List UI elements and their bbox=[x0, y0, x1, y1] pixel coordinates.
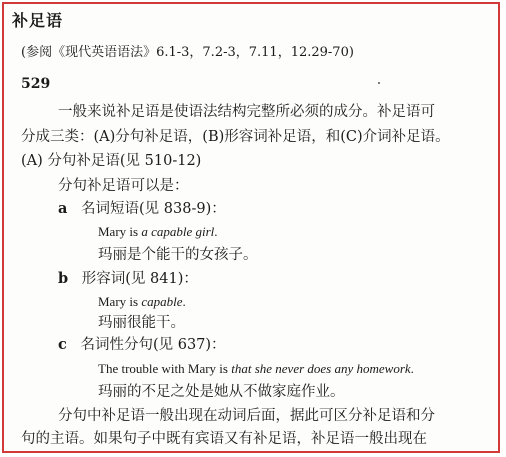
example-text: The trouble with Mary is bbox=[98, 361, 232, 376]
item-b-label: 形容词(见 841)： bbox=[81, 271, 198, 287]
item-c-marker: c bbox=[58, 336, 67, 353]
item-a-example bbox=[98, 225, 218, 238]
item-b-marker: b bbox=[58, 270, 69, 287]
example-text: Mary is bbox=[98, 224, 142, 239]
item-c-heading bbox=[58, 338, 226, 353]
closing-line-1: 分句中补足语一般出现在动词后面，据此可区分补足语和分 bbox=[58, 408, 435, 424]
part-a-lead: 分句补足语可以是： bbox=[58, 178, 189, 194]
example-emphasis: a capable girl bbox=[141, 224, 215, 239]
page-speck bbox=[378, 82, 380, 84]
closing-line-2: 句的主语。如果句子中既有宾语又有补足语，补足语一般出现在 bbox=[21, 431, 427, 447]
reference-note: (参阅《现代英语语法》6.1-3，7.2-3，7.11，12.29-70) bbox=[21, 45, 354, 60]
intro-line-2: 分成三类：(A)分句补足语，(B)形容词补足语，和(C)介词补足语。 bbox=[21, 129, 450, 145]
item-a-heading bbox=[58, 202, 226, 217]
document-page bbox=[2, 2, 500, 453]
example-emphasis: capable bbox=[141, 294, 183, 309]
intro-line-1: 一般来说补足语是使语法结构完整所必须的成分。补足语可 bbox=[58, 104, 435, 120]
part-a-heading: (A) 分句补足语(见 510-12) bbox=[21, 153, 202, 169]
item-a-label: 名词短语(见 838-9)： bbox=[81, 201, 226, 217]
example-end: . bbox=[410, 361, 414, 376]
item-a-marker: a bbox=[58, 200, 68, 217]
item-b-example bbox=[98, 295, 186, 308]
page-title: 补足语 bbox=[12, 11, 64, 30]
item-a-translation: 玛丽是个能干的女孩子。 bbox=[98, 247, 258, 263]
item-b-translation: 玛丽很能干。 bbox=[98, 315, 185, 331]
section-number: 529 bbox=[21, 76, 51, 92]
item-c-translation: 玛丽的不足之处是她从不做家庭作业。 bbox=[98, 384, 345, 400]
example-text: Mary is bbox=[98, 294, 142, 309]
item-c-label: 名词性分句(见 637)： bbox=[80, 337, 226, 353]
example-end: . bbox=[182, 294, 186, 309]
example-emphasis: that she never does any homework bbox=[231, 361, 411, 376]
item-b-heading bbox=[58, 272, 198, 287]
item-c-example bbox=[98, 362, 414, 375]
example-end: . bbox=[214, 224, 218, 239]
